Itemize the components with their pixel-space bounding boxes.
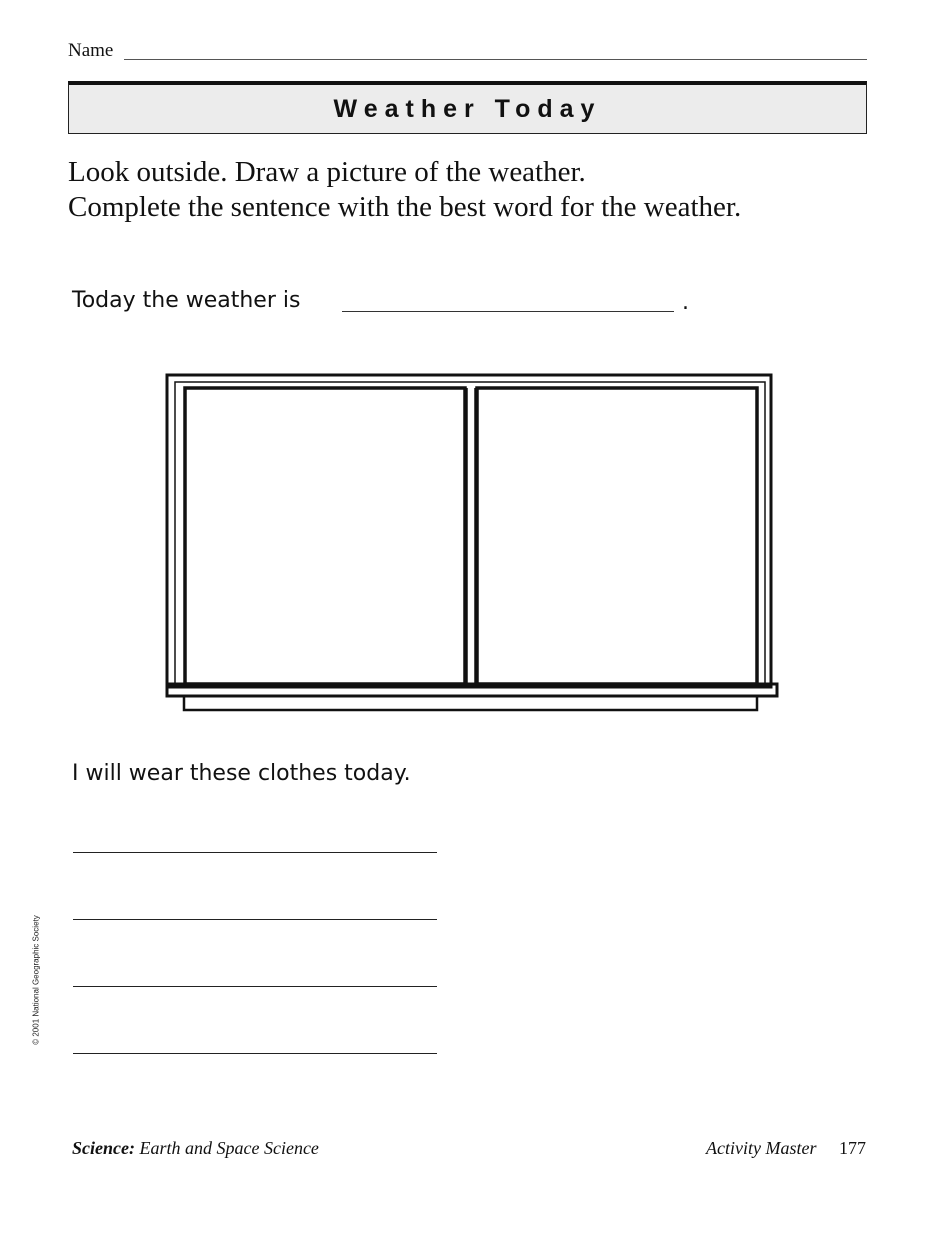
clothes-line-2[interactable] [73,919,437,920]
clothes-line-1[interactable] [73,852,437,853]
instruction-line-1: Look outside. Draw a picture of the weather. [68,156,586,188]
footer-subject [72,1138,319,1159]
footer-page-info [706,1138,866,1159]
window-left-pane [185,388,465,684]
sentence-period: . [682,290,689,315]
clothes-line-3[interactable] [73,986,437,987]
footer-activity-master: Activity Master [706,1138,817,1158]
instructions [68,155,868,225]
window-outer-frame [167,375,771,687]
clothes-line-4[interactable] [73,1053,437,1054]
name-field[interactable] [68,38,867,64]
copyright-notice: © 2001 National Geographic Society [31,915,41,1045]
footer-page-number: 177 [839,1138,866,1158]
name-label: Name [68,40,114,61]
instruction-line-2: Complete the sentence with the best word for the weather. [68,191,742,223]
weather-sentence-prompt: Today the weather is [72,288,301,313]
window-drawing-frame [160,370,784,720]
window-right-pane [477,388,757,684]
window-inner-frame [175,382,765,686]
footer-subject-label: Science: [72,1138,135,1158]
title-banner [68,81,867,134]
page-title: Weather Today [333,95,602,123]
weather-answer-blank[interactable] [342,311,674,312]
window-sill-base [184,696,757,710]
footer-topic: Earth and Space Science [139,1138,319,1158]
name-line[interactable] [124,59,867,60]
clothes-prompt: I will wear these clothes today. [72,761,411,786]
